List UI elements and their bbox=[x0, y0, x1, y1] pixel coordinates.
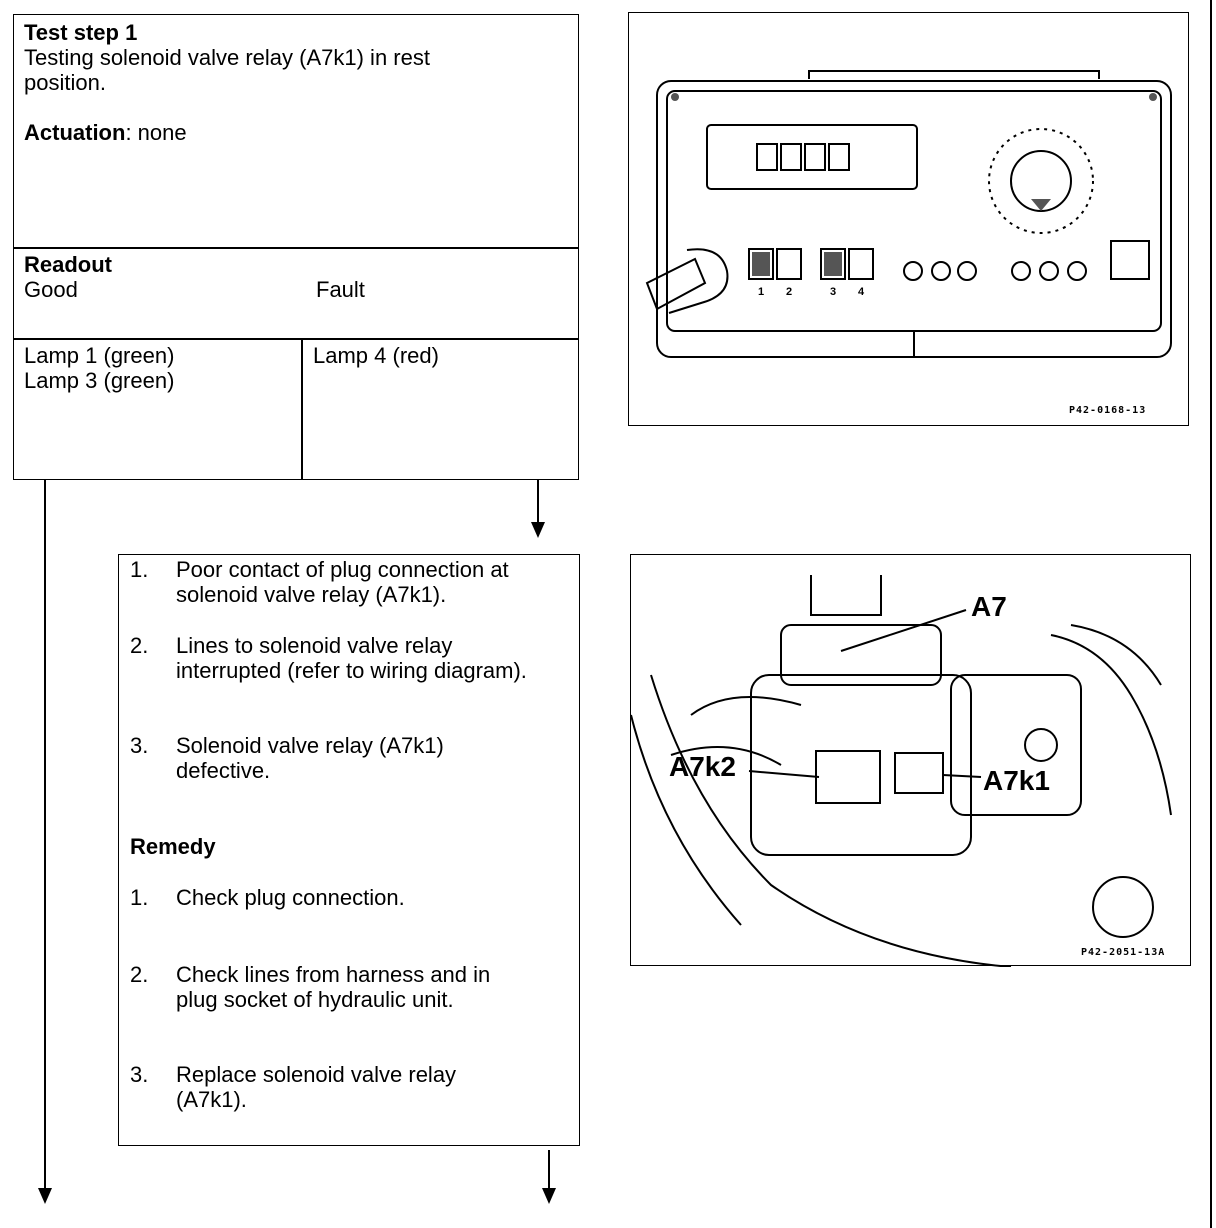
socket-5 bbox=[1040, 262, 1058, 280]
remedy-1-line1: Check plug connection. bbox=[176, 885, 405, 910]
screw-top-right bbox=[1149, 93, 1157, 101]
good-flow-line bbox=[44, 480, 46, 1190]
label-a7: A7 bbox=[971, 591, 1007, 622]
display-digit-4 bbox=[829, 144, 849, 170]
fault-flow-arrowhead-top bbox=[531, 522, 545, 538]
relay-a7k2 bbox=[816, 751, 880, 803]
screw-top-left bbox=[671, 93, 679, 101]
lamp-1-label: 1 bbox=[757, 286, 765, 298]
tester-panel-drawing bbox=[629, 13, 1190, 427]
harness-1 bbox=[1051, 635, 1171, 815]
good-lamp-3: Lamp 3 (green) bbox=[24, 368, 175, 393]
a7k1-leader bbox=[943, 775, 981, 777]
label-a7k1: A7k1 bbox=[983, 765, 1050, 796]
display-digit-3 bbox=[805, 144, 825, 170]
remedy-2-line2: plug socket of hydraulic unit. bbox=[176, 987, 454, 1012]
cause-2-line2: interrupted (refer to wiring diagram). bbox=[176, 658, 527, 683]
a7k2-leader bbox=[749, 771, 819, 777]
start-button bbox=[1111, 241, 1149, 279]
cause-2-line1: Lines to solenoid valve relay bbox=[176, 633, 453, 658]
tester-panel-figure-code: P42-0168-13 bbox=[1069, 405, 1147, 416]
hydraulic-unit-figure-code: P42-2051-13A bbox=[1081, 947, 1166, 958]
harness-2 bbox=[1071, 625, 1161, 685]
cause-2-number: 2. bbox=[130, 633, 149, 658]
relay-a7k1 bbox=[895, 753, 943, 793]
hydraulic-unit-body bbox=[751, 675, 971, 855]
fault-flow-arrowhead-bottom bbox=[542, 1188, 556, 1204]
cause-1-line1: Poor contact of plug connection at bbox=[176, 557, 509, 582]
test-step-title: Test step 1 bbox=[24, 20, 138, 45]
readout-good-label: Good bbox=[24, 277, 78, 302]
fault-flow-line-bottom bbox=[548, 1150, 550, 1188]
table-divider-good-fault bbox=[301, 338, 303, 480]
remedy-2-number: 2. bbox=[130, 962, 149, 987]
actuation bbox=[24, 120, 187, 145]
lamp-2-label: 2 bbox=[785, 286, 793, 298]
cause-3-number: 3. bbox=[130, 733, 149, 758]
lamp-1-lit bbox=[752, 252, 770, 276]
fault-lamp-4: Lamp 4 (red) bbox=[313, 343, 439, 368]
readout-title: Readout bbox=[24, 252, 112, 277]
ignition-key bbox=[647, 259, 705, 309]
panel-top-handle bbox=[809, 71, 1099, 79]
cause-1-number: 1. bbox=[130, 557, 149, 582]
good-flow-arrowhead bbox=[38, 1188, 52, 1204]
page-edge-right bbox=[1210, 0, 1212, 1228]
remedy-2-line1: Check lines from harness and in bbox=[176, 962, 491, 987]
lamp-2 bbox=[777, 249, 801, 279]
remedy-3-line1: Replace solenoid valve relay bbox=[176, 1062, 457, 1087]
lamp-3-lit bbox=[824, 252, 842, 276]
socket-2 bbox=[932, 262, 950, 280]
socket-1 bbox=[904, 262, 922, 280]
hydraulic-unit-figure bbox=[630, 554, 1191, 966]
display-digit-2 bbox=[781, 144, 801, 170]
remedy-title: Remedy bbox=[130, 834, 216, 859]
reservoir-cap bbox=[1093, 877, 1153, 937]
panel-face bbox=[667, 91, 1161, 331]
socket-6 bbox=[1068, 262, 1086, 280]
lamp-4-label: 4 bbox=[857, 286, 865, 298]
cause-3-line2: defective. bbox=[176, 758, 271, 783]
display-digit-1 bbox=[757, 144, 777, 170]
socket-3 bbox=[958, 262, 976, 280]
upper-pipe bbox=[811, 575, 881, 615]
selector-scale bbox=[989, 129, 1093, 233]
display-window bbox=[707, 125, 917, 189]
test-step-description-line2: position. bbox=[24, 70, 106, 95]
remedy-1-number: 1. bbox=[130, 885, 149, 910]
remedy-3-line2: (A7k1). bbox=[176, 1087, 247, 1112]
readout-fault-label: Fault bbox=[316, 277, 365, 302]
test-step-description-line1: Testing solenoid valve relay (A7k1) in rest bbox=[24, 45, 430, 70]
good-lamp-1: Lamp 1 (green) bbox=[24, 343, 175, 368]
fault-flow-line-top bbox=[537, 480, 539, 522]
fender-line bbox=[651, 675, 1011, 967]
actuation-value: : none bbox=[125, 120, 187, 145]
brake-line-1 bbox=[691, 697, 801, 715]
pump-motor-cap bbox=[1025, 729, 1057, 761]
panel-housing bbox=[657, 81, 1171, 357]
table-divider-lamps bbox=[13, 338, 579, 340]
lamp-4 bbox=[849, 249, 873, 279]
actuation-label: Actuation bbox=[24, 120, 126, 145]
socket-4 bbox=[1012, 262, 1030, 280]
a7-leader bbox=[841, 610, 966, 651]
tester-panel-figure bbox=[628, 12, 1189, 426]
ignition-switch-housing bbox=[669, 249, 727, 313]
table-divider-readout bbox=[13, 247, 579, 249]
cause-3-line1: Solenoid valve relay (A7k1) bbox=[176, 733, 444, 758]
label-a7k2: A7k2 bbox=[669, 751, 736, 782]
remedy-3-number: 3. bbox=[130, 1062, 149, 1087]
lamp-3-label: 3 bbox=[829, 286, 837, 298]
cause-1-line2: solenoid valve relay (A7k1). bbox=[176, 582, 447, 607]
